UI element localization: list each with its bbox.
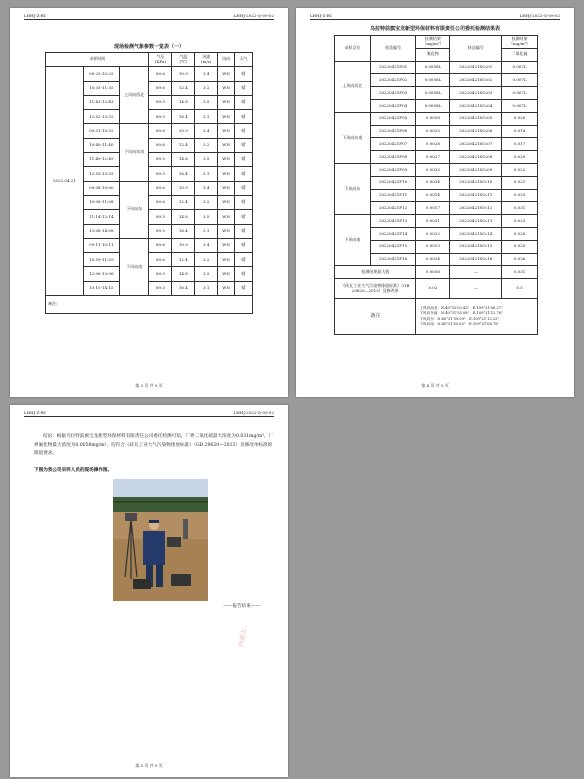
value-cell: 晴 (235, 81, 253, 95)
conclusion-paragraph: 结论：根据乌拉特前旗宝龙新型环保材料有限责任公司委托检测可知，厂界二氧化硫最大浓度为0.031mg/m³，厂界氟化物最大浓度为0.0058mg/m³，均符合《砖瓦工业大气污染物排放标准》（GB 29620—2013）及修改单标准的限值要求。 (34, 434, 274, 457)
value-cell: WN (218, 210, 235, 224)
value-cell: 20220421SO₂09 (450, 163, 502, 176)
value-cell: 20220421F04 (370, 99, 416, 112)
value-cell: 0.0014 (416, 189, 450, 202)
time-cell: 13:08-14:08 (83, 224, 119, 238)
location-cell: 下风向东南 (119, 124, 149, 181)
value-cell: WN (218, 281, 235, 295)
weather-page (10, 8, 288, 397)
value-cell: 0.007L (502, 99, 538, 112)
value-cell: 0.0017 (416, 202, 450, 215)
value-cell: 3.4 (195, 181, 218, 195)
value-cell: 0.020 (502, 151, 538, 164)
report-end-text: ——报告结束—— (223, 604, 260, 609)
page-header (24, 409, 274, 417)
value-cell: 14.8 (172, 153, 195, 167)
time-cell: 10:08-11:08 (83, 195, 119, 209)
value-cell: 20220421SO₂13 (450, 215, 502, 228)
value-cell: 12.4 (172, 253, 195, 267)
value-cell: 0.0028 (416, 138, 450, 151)
value-cell: 89.5 (149, 267, 172, 281)
time-cell: 11:43-12:43 (83, 95, 119, 109)
header-cell: 气压 (KPa) (149, 53, 172, 67)
value-cell: WN (218, 167, 235, 181)
page-header (24, 12, 274, 20)
value-cell: 0.021 (502, 176, 538, 189)
value-cell: 20220421SO₂11 (450, 189, 502, 202)
time-cell: 12:55-13:55 (83, 167, 119, 181)
location-cell: 下风向南 (335, 215, 371, 266)
header-cell: 二氧化硫 (502, 48, 538, 61)
header-cell: 样品编号 (450, 36, 502, 62)
value-cell: 晴 (235, 210, 253, 224)
remark-row (335, 299, 538, 335)
value-cell: 20220421F02 (370, 74, 416, 87)
value-cell: 0.0058 (416, 112, 450, 125)
value-cell: 89.5 (149, 224, 172, 238)
value-cell: 20220421F14 (370, 227, 416, 240)
page-footer: 第 5 页 共 5 页 (135, 763, 163, 768)
value-cell: 89.5 (149, 281, 172, 295)
seal-stamp-text: 内蒙古 (237, 628, 249, 648)
conclusion-page (10, 405, 288, 777)
value-cell: 3.5 (195, 210, 218, 224)
results-page (296, 8, 574, 397)
time-cell: 10:59-11:59 (83, 253, 119, 267)
value-cell: 20220421SO₂12 (450, 202, 502, 215)
value-cell: 晴 (235, 195, 253, 209)
value-cell: 3.4 (195, 238, 218, 252)
value-cell: 0.0025 (416, 125, 450, 138)
table-row (335, 112, 538, 125)
value-cell: 89.6 (149, 138, 172, 152)
location-cell: 下风向东南 (335, 112, 371, 163)
value-cell: 0.5 (502, 279, 538, 299)
value-cell: 20220421SO₂03 (450, 87, 502, 100)
value-cell: 0.0022 (416, 227, 450, 240)
remark-cell (416, 299, 538, 335)
value-cell: 晴 (235, 238, 253, 252)
header-code-right: LHHJ-2022-Q-09-02 (233, 13, 274, 18)
value-cell: 20220421SO₂07 (450, 138, 502, 151)
header-cell: 采样点位 (335, 36, 371, 62)
time-cell: 09:25-10:25 (83, 67, 119, 81)
table-row (335, 61, 538, 74)
location-cell: 下风向东 (335, 163, 371, 214)
value-cell: 3.4 (195, 124, 218, 138)
value-cell: 89.5 (149, 95, 172, 109)
sampling-photo (113, 479, 208, 601)
page-header (310, 12, 560, 20)
value-cell: 晴 (235, 224, 253, 238)
value-cell: 20220421F09 (370, 163, 416, 176)
value-cell: 晴 (235, 281, 253, 295)
value-cell: 晴 (235, 267, 253, 281)
value-cell: 16.4 (172, 110, 195, 124)
value-cell: 10.9 (172, 67, 195, 81)
standard-row (335, 279, 538, 299)
value-cell: 89.5 (149, 167, 172, 181)
value-cell: 10.9 (172, 238, 195, 252)
value-cell: 0.031 (502, 266, 538, 279)
value-cell: 20220421SO₂10 (450, 176, 502, 189)
value-cell: WN (218, 153, 235, 167)
value-cell: 0.020 (502, 189, 538, 202)
value-cell: 晴 (235, 124, 253, 138)
value-cell: 14.8 (172, 95, 195, 109)
value-cell: 0.026 (502, 253, 538, 266)
value-cell: 20220421F10 (370, 176, 416, 189)
value-cell: 12.4 (172, 195, 195, 209)
value-cell: 3.5 (195, 267, 218, 281)
time-cell: 12:06-13:06 (83, 267, 119, 281)
value-cell: 晴 (235, 67, 253, 81)
value-cell: 20220421F15 (370, 240, 416, 253)
time-cell: 10:35-11:35 (83, 81, 119, 95)
max-row (335, 266, 538, 279)
value-cell: 0.028 (502, 227, 538, 240)
value-cell: 20220421SO₂05 (450, 112, 502, 125)
header-cell: 采样时间 (46, 53, 149, 67)
value-cell: WN (218, 253, 235, 267)
value-cell: 3.5 (195, 153, 218, 167)
header-cell: 氟化物 (416, 48, 450, 61)
time-cell: 11:14-12:14 (83, 210, 119, 224)
value-cell: WN (218, 181, 235, 195)
value-cell: 晴 (235, 181, 253, 195)
value-cell: 晴 (235, 167, 253, 181)
remark-line: 上风向西北：N:40°32'02.43" E:109°21'06.27" (419, 305, 503, 310)
value-cell: 0.025 (502, 240, 538, 253)
value-cell: 20220421F05 (370, 112, 416, 125)
value-cell: 3.5 (195, 95, 218, 109)
header-cell: 气温 (℃) (172, 53, 195, 67)
value-cell: — (450, 279, 502, 299)
standard-label-cell: 《砖瓦工业大气污染物排放标准》（GB 29620—2013）及修改单 (335, 279, 416, 299)
value-cell: 0.0027 (416, 151, 450, 164)
value-cell: 晴 (235, 138, 253, 152)
value-cell: 0.0008L (416, 61, 450, 74)
value-cell: 89.6 (149, 253, 172, 267)
value-cell: 0.017 (502, 138, 538, 151)
header-code-left: LHHJ-Z-B1 (310, 13, 333, 18)
max-label-cell: 检测结果最大值 (335, 266, 416, 279)
value-cell: 20220421F07 (370, 138, 416, 151)
value-cell: 晴 (235, 253, 253, 267)
value-cell: — (450, 266, 502, 279)
value-cell: 3.1 (195, 281, 218, 295)
time-cell: 09:31-10:32 (83, 124, 119, 138)
value-cell: 3.1 (195, 110, 218, 124)
value-cell: WN (218, 195, 235, 209)
value-cell: 14.8 (172, 210, 195, 224)
value-cell: 20220421SO₂16 (450, 253, 502, 266)
time-cell: 11:49-12:49 (83, 153, 119, 167)
weather-table-title: 现场检测气象参数一览表（一） (113, 44, 184, 50)
value-cell: 10.9 (172, 124, 195, 138)
value-cell: 14.8 (172, 267, 195, 281)
value-cell: 20220421F12 (370, 202, 416, 215)
value-cell: 0.0008L (416, 99, 450, 112)
value-cell: 0.007L (502, 74, 538, 87)
table-header-row (46, 53, 253, 67)
value-cell: WN (218, 124, 235, 138)
remark-label-cell: 备注 (335, 299, 416, 335)
header-cell: 风向 (218, 53, 235, 67)
time-cell: 13:15-14:15 (83, 281, 119, 295)
location-cell: 下风向东 (119, 181, 149, 238)
value-cell: 20220421F11 (370, 189, 416, 202)
value-cell: 3.4 (195, 67, 218, 81)
value-cell: 3.2 (195, 195, 218, 209)
header-code-right: LHHJ-2022-Q-09-02 (519, 13, 560, 18)
value-cell: 3.1 (195, 167, 218, 181)
value-cell: 20220421F03 (370, 87, 416, 100)
results-table-title: 乌拉特前旗宝龙新型环保材料有限责任公司委托检测结果表 (369, 26, 500, 32)
value-cell: 0.0031 (416, 215, 450, 228)
time-cell: 09:08-10:00 (83, 181, 119, 195)
value-cell: 20220421F16 (370, 253, 416, 266)
value-cell: 0.0008L (416, 87, 450, 100)
results-table (334, 35, 538, 335)
value-cell: 20220421SO₂02 (450, 74, 502, 87)
value-cell: WN (218, 238, 235, 252)
value-cell: 0.02 (416, 279, 450, 299)
value-cell: 3.2 (195, 138, 218, 152)
value-cell: 16.4 (172, 224, 195, 238)
weather-table (45, 52, 253, 314)
header-cell: 检测结果 （mg/m³） (416, 36, 450, 49)
remark-line: 下风向东南：N:40°31'55.08" E:109°21'12.76" (419, 311, 503, 316)
value-cell: 89.6 (149, 124, 172, 138)
header-code-right: LHHJ-2022-Q-09-02 (233, 410, 274, 415)
value-cell: 89.6 (149, 195, 172, 209)
header-cell: 风速 (m/s) (195, 53, 218, 67)
value-cell: 20220421SO₂06 (450, 125, 502, 138)
value-cell: 0.018 (502, 125, 538, 138)
value-cell: 0.007L (502, 61, 538, 74)
value-cell: 0.023 (502, 215, 538, 228)
sampling-photo-image (113, 479, 208, 601)
value-cell: 0.022 (502, 163, 538, 176)
location-cell: 上风向西北 (335, 61, 371, 112)
value-cell: 0.031 (502, 202, 538, 215)
value-cell: 0.0034 (416, 176, 450, 189)
value-cell: 0.0058 (416, 266, 450, 279)
value-cell: 晴 (235, 95, 253, 109)
remark-line: 下风向东：N:40°31'59.09" E:109°21'12.22" (419, 316, 500, 321)
value-cell: 0.0033 (416, 163, 450, 176)
value-cell: 20220421SO₂14 (450, 227, 502, 240)
value-cell: 20220421F13 (370, 215, 416, 228)
photo-caption: 下图为我公司采样人员的现场操作图。 (34, 468, 113, 473)
header-code-left: LHHJ-Z-B1 (24, 410, 47, 415)
value-cell: 89.6 (149, 181, 172, 195)
value-cell: 0.0008L (416, 74, 450, 87)
value-cell: 0.0024 (416, 253, 450, 266)
table-row (335, 215, 538, 228)
value-cell: 12.4 (172, 81, 195, 95)
value-cell: 0.007L (502, 87, 538, 100)
value-cell: WN (218, 95, 235, 109)
location-cell: 上风向西北 (119, 67, 149, 124)
value-cell: 晴 (235, 110, 253, 124)
value-cell: 20220421SO₂01 (450, 61, 502, 74)
location-cell: 下风向南 (119, 238, 149, 295)
date-cell: 2022.04.21 (46, 67, 84, 296)
value-cell: 3.2 (195, 81, 218, 95)
value-cell: WN (218, 267, 235, 281)
value-cell: 20220421F06 (370, 125, 416, 138)
time-cell: 09:11-10:11 (83, 238, 119, 252)
value-cell: 20220421F08 (370, 151, 416, 164)
table-header-row (335, 36, 538, 49)
value-cell: 3.2 (195, 253, 218, 267)
value-cell: 89.6 (149, 81, 172, 95)
value-cell: WN (218, 138, 235, 152)
value-cell: 89.5 (149, 153, 172, 167)
time-cell: 12:52-13:52 (83, 110, 119, 124)
value-cell: WN (218, 110, 235, 124)
value-cell: 89.6 (149, 238, 172, 252)
value-cell: 16.4 (172, 281, 195, 295)
header-cell: 天气 (235, 53, 253, 67)
value-cell: 89.6 (149, 67, 172, 81)
value-cell: 0.0013 (416, 240, 450, 253)
header-cell: 样品编号 (370, 36, 416, 62)
table-row (46, 67, 253, 81)
header-cell: 检测结果 （mg/m³） (502, 36, 538, 49)
value-cell: 89.5 (149, 210, 172, 224)
value-cell: WN (218, 67, 235, 81)
value-cell: 20220421SO₂04 (450, 99, 502, 112)
remark-line: 下风向南：N:40°31'55.65" E:109°21'08.78" (419, 322, 500, 327)
value-cell: 89.5 (149, 110, 172, 124)
header-code-left: LHHJ-Z-B1 (24, 13, 47, 18)
value-cell: 20220421SO₂08 (450, 151, 502, 164)
value-cell: 10.9 (172, 181, 195, 195)
value-cell: WN (218, 224, 235, 238)
value-cell: WN (218, 81, 235, 95)
value-cell: 0.020 (502, 112, 538, 125)
table-row (335, 163, 538, 176)
page-footer: 第 4 页 共 5 页 (421, 383, 449, 388)
note-cell: 备注: (46, 296, 253, 314)
time-cell: 10:40-11:40 (83, 138, 119, 152)
note-row (46, 296, 253, 314)
value-cell: 晴 (235, 153, 253, 167)
value-cell: 20220421SO₂15 (450, 240, 502, 253)
value-cell: 20220421F01 (370, 61, 416, 74)
value-cell: 16.4 (172, 167, 195, 181)
page-footer: 第 3 页 共 5 页 (135, 383, 163, 388)
value-cell: 3.1 (195, 224, 218, 238)
value-cell: 12.4 (172, 138, 195, 152)
